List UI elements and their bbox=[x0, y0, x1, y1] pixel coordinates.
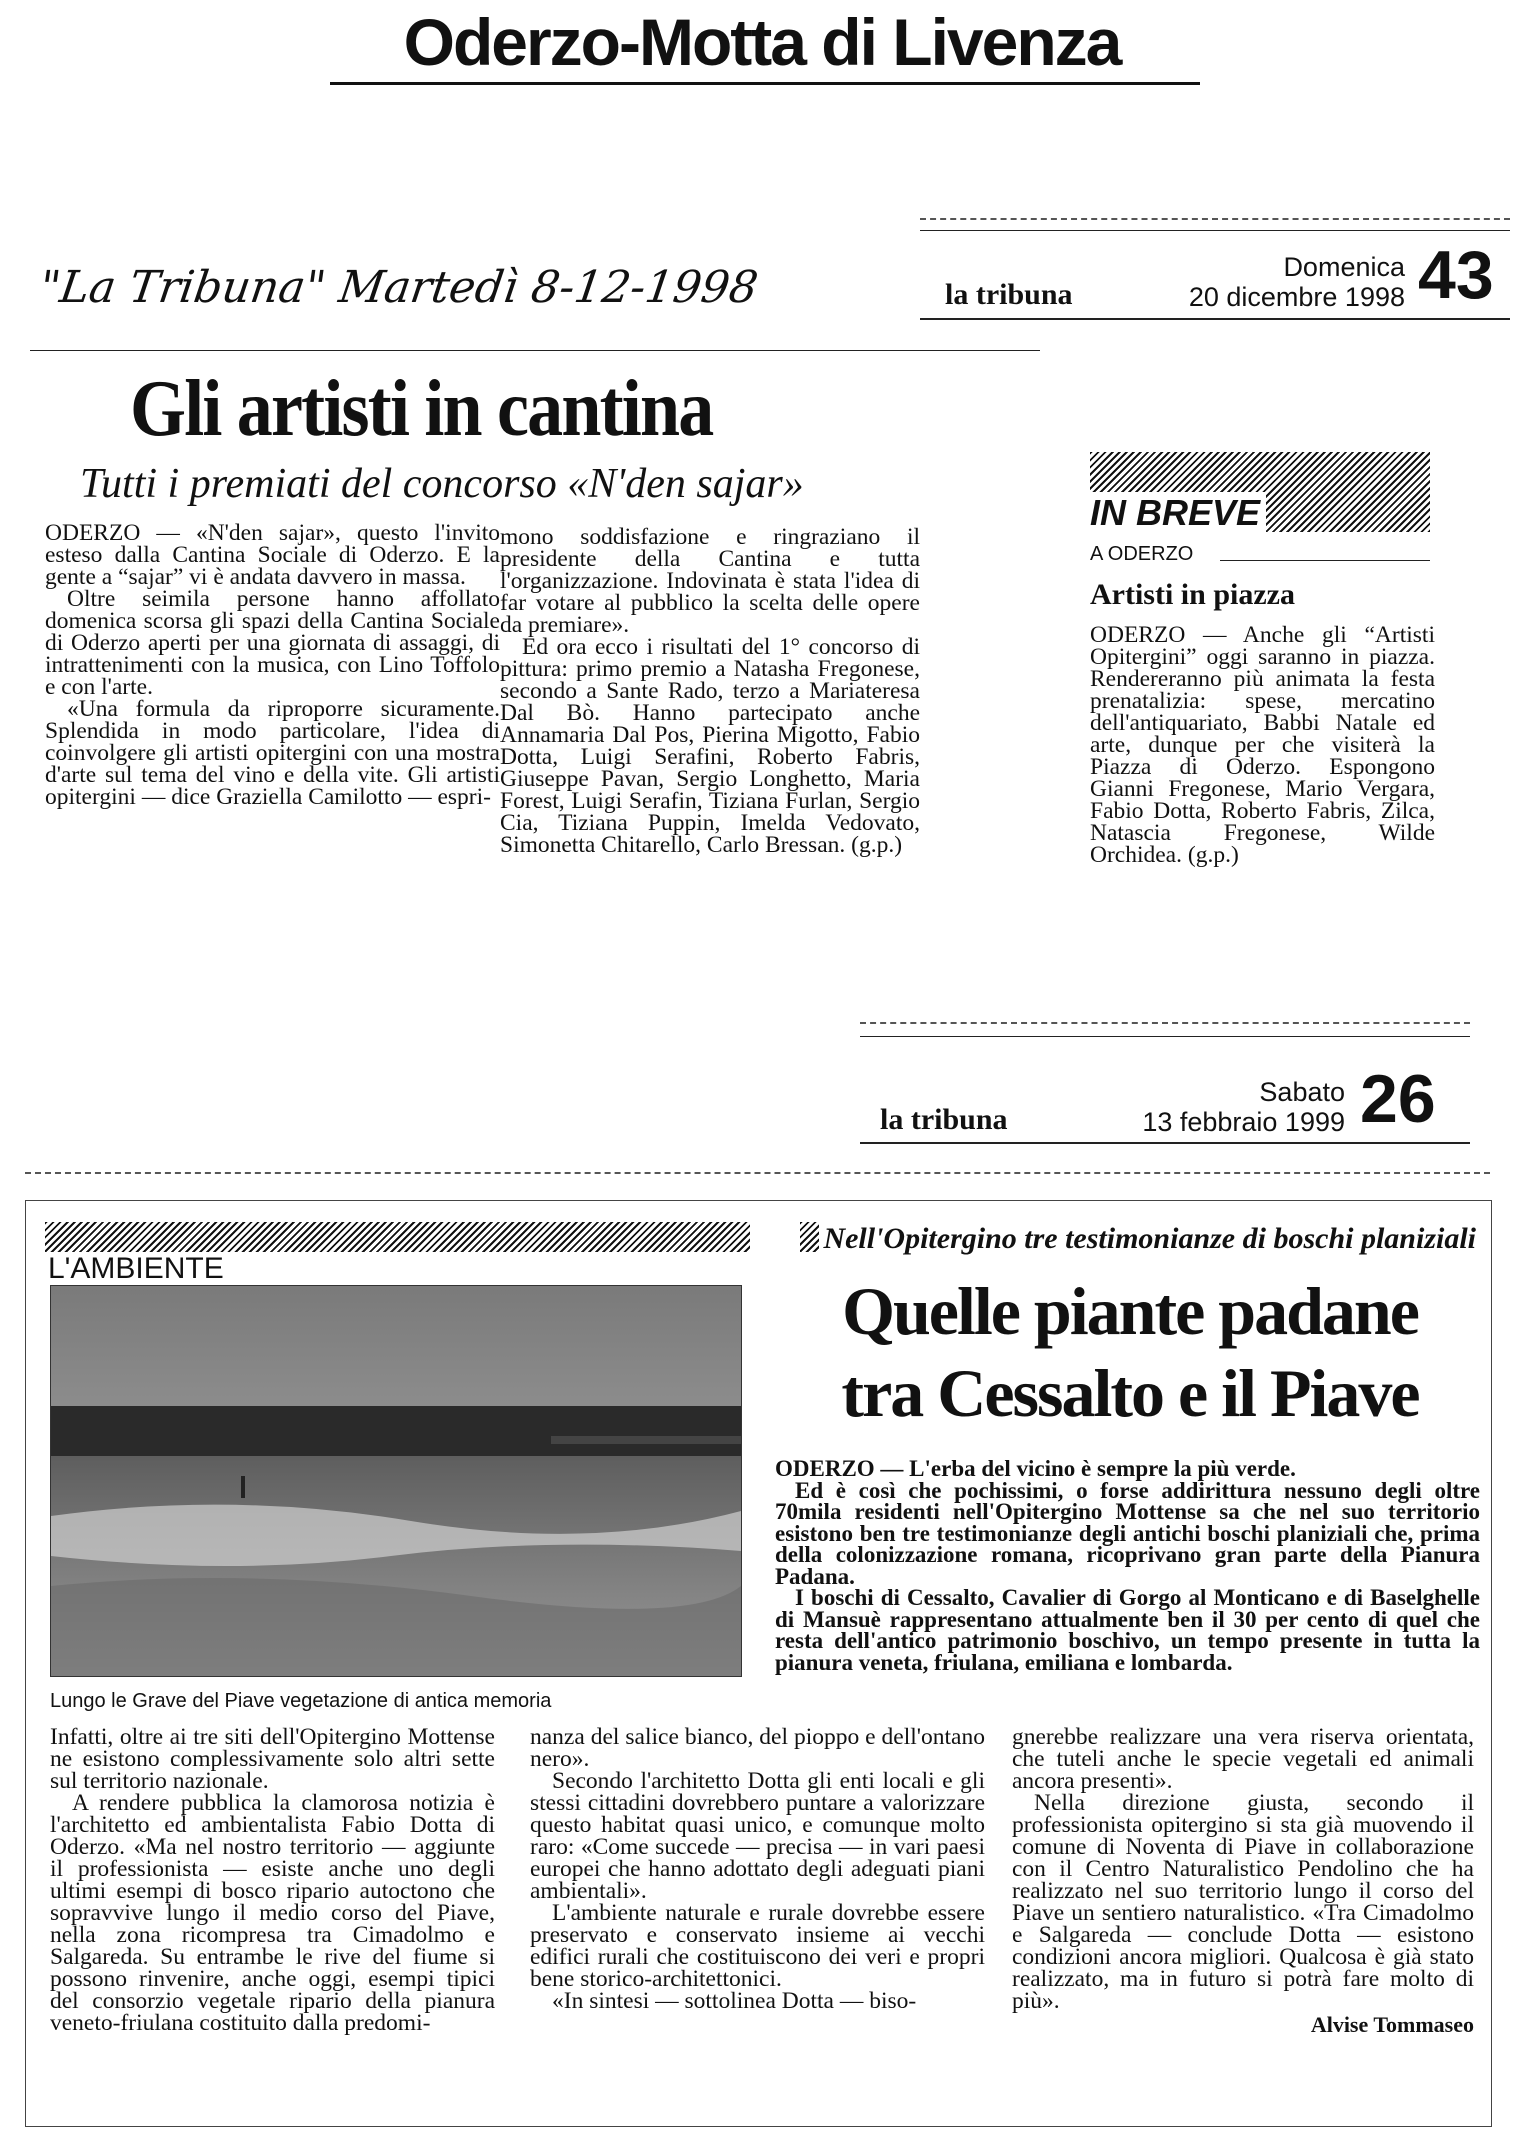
breve-location-rule bbox=[1220, 560, 1430, 561]
masthead2-dateline bbox=[1060, 1077, 1345, 1137]
article2-kicker-text: Nell'Opitergino tre testimonianze di boschi planiziali bbox=[819, 1222, 1480, 1255]
article1-paragraph: Oltre seimila persone hanno affollato domenica scorsa gli spazi della Cantina Sociale di Oderzo aperti per una giornata di assaggi, di intrattenimenti con la musica, con Lino Toffolo e con l'arte. bbox=[45, 586, 500, 700]
header-underline bbox=[330, 82, 1200, 85]
river-photo-image bbox=[51, 1286, 741, 1676]
masthead2-page-number: 26 bbox=[1360, 1061, 1436, 1137]
masthead-paper-name: la tribuna bbox=[945, 278, 1073, 311]
article1-headline: Gli artisti in cantina bbox=[130, 365, 713, 453]
handwritten-note: "La Tribuna" Martedì 8-12-1998 bbox=[36, 262, 761, 313]
masthead2-paper-name: la tribuna bbox=[880, 1103, 1008, 1136]
article1-paragraph: «Una formula da riproporre sicuramente. Splendida in modo particolare, l'idea di coinvolgere gli artisti opitergini con una mostra d'arte sul tema del vino e della vite. Gli artisti opitergini — dice Graziella Camilotto — espri- bbox=[45, 696, 500, 810]
article2-lead-paragraph: ODERZO — L'erba del vicino è sempre la più verde. bbox=[775, 1456, 1296, 1481]
masthead2-thin-rule bbox=[860, 1036, 1470, 1037]
article2-headline-line2: tra Cessalto e il Piave bbox=[841, 1355, 1419, 1431]
breve-location: A ODERZO bbox=[1090, 543, 1194, 565]
article2-column-1 bbox=[50, 1726, 495, 2034]
article2-paragraph: Nella direzione giusta, secondo il professionista opitergino si sta già muovendo il comune di Noventa di Piave in collaborazione con il Centro Naturalistico Pendolino che ha realizzato nel suo territorio lungo il corso del Piave un sentiero naturalistico. «Tra Cimadolmo e Salgareda — conclude Dotta — esistono condizioni ancora migliori. Qualcosa è già stato realizzato, ma in futuro si potrà fare molto di più». bbox=[1012, 1790, 1474, 2014]
masthead-dateline bbox=[1130, 252, 1405, 312]
breve-body bbox=[1090, 624, 1435, 866]
masthead2-date: 13 febbraio 1999 bbox=[1142, 1107, 1345, 1137]
article2-lead bbox=[775, 1458, 1480, 1673]
article1-subhead: Tutti i premiati del concorso «N'den sajar» bbox=[80, 461, 804, 507]
masthead2-day: Sabato bbox=[1259, 1077, 1345, 1107]
masthead2-bottom-rule bbox=[860, 1142, 1470, 1144]
article1-top-rule bbox=[30, 350, 1040, 351]
river-photo bbox=[50, 1285, 742, 1677]
article2-column-3 bbox=[1012, 1726, 1474, 2036]
page-header-title: Oderzo-Motta di Livenza bbox=[403, 5, 1121, 79]
article2-lead-paragraph: Ed è così che pochissimi, o forse addirittura nessuno degli oltre 70mila residenti nell'Opitergino Mottense sa che nel suo territorio esistono ben tre testimonianze degli antichi boschi planiziali che, prima della colonizzazione romana, ricoprivano gran parte della Pianura Padana. bbox=[775, 1477, 1480, 1589]
masthead-bottom-rule bbox=[920, 318, 1510, 320]
masthead-date: 20 dicembre 1998 bbox=[1188, 282, 1405, 312]
article2-headline-line1: Quelle piante padane bbox=[842, 1273, 1418, 1349]
article2-paragraph: Secondo l'architetto Dotta gli enti locali e gli stessi cittadini dovrebbero puntare a valorizzare questo habitat quasi unico, e comunque molto raro: «Come succede — precisa — in vari paesi europei che hanno adottato degli adeguati piani ambientali». bbox=[530, 1768, 985, 1904]
article2-lead-paragraph: I boschi di Cessalto, Cavalier di Gorgo al Monticano e di Baselghelle di Mansuè rappresentano attualmente ben il 30 per cento di quel che resta dell'antico patrimonio boschivo, un tempo presente in tutta la pianura veneta, friulana, emiliana e lombarda. bbox=[775, 1585, 1480, 1675]
breve-headline: Artisti in piazza bbox=[1090, 578, 1295, 611]
section-label-ambiente: L'AMBIENTE bbox=[48, 1252, 230, 1286]
article1-paragraph: ODERZO — «N'den sajar», questo l'invito esteso dalla Cantina Sociale di Oderzo. E la gente a “sajar” vi è andata davvero in massa. bbox=[45, 520, 500, 590]
article2-column-2 bbox=[530, 1726, 985, 2012]
article2-paragraph: A rendere pubblica la clamorosa notizia è l'architetto ed ambientalista Fabio Dotta di Oderzo. «Ma nel nostro territorio — aggiunte il professionista — esiste anche uno degli ultimi esempi di bosco ripario autoctono che sopravvive lungo il medio corso del Piave, nella zona ricompresa tra Cimadolmo e Salgareda. Su entrambe le rive del fiume si possono rinvenire, anche oggi, esempi tipici del consorzio vegetale ripario della pianura veneto-friulana costituito dalla predomi- bbox=[50, 1790, 495, 2036]
article2-kicker bbox=[800, 1222, 1480, 1256]
article2-paragraph: nanza del salice bianco, del pioppo e dell'ontano nero». bbox=[530, 1724, 985, 1772]
article1-column-2 bbox=[500, 526, 920, 856]
masthead-dash-rule bbox=[920, 218, 1510, 220]
article2-paragraph: «In sintesi — sottolinea Dotta — biso- bbox=[552, 1988, 917, 2014]
masthead-thin-rule bbox=[920, 230, 1510, 231]
breve-label: IN BREVE bbox=[1090, 492, 1266, 534]
article2-paragraph: gnerebbe realizzare una vera riserva orientata, che tuteli anche le specie vegetali ed animali ancora presenti». bbox=[1012, 1724, 1474, 1794]
photo-caption: Lungo le Grave del Piave vegetazione di antica memoria bbox=[50, 1690, 552, 1712]
ambiente-hatch-banner bbox=[45, 1222, 750, 1252]
article1-paragraph: mono soddisfazione e ringraziano il presidente della Cantina e tutta l'organizzazione. Indovinata è stata l'idea di far votare al pubblico la scelta delle opere da premiare». bbox=[500, 524, 920, 638]
article2-headline bbox=[780, 1270, 1480, 1434]
article2-byline: Alvise Tommaseo bbox=[1310, 2012, 1474, 2037]
article1-column-1 bbox=[45, 522, 500, 808]
masthead2-dash-rule bbox=[860, 1022, 1470, 1024]
masthead-page-number: 43 bbox=[1418, 237, 1494, 313]
article2-paragraph: L'ambiente naturale e rurale dovrebbe essere preservato e conservato insieme ai vecchi edifici rurali che costituiscono dei veri e propri bene storico-architettonici. bbox=[530, 1900, 985, 1992]
breve-paragraph: ODERZO — Anche gli “Artisti Opitergini” oggi saranno in piazza. Rendereranno più animata la festa prenatalizia: spese, mercatino dell'antiquariato, Babbi Natale ed arte, dunque per che visiterà la Piazza di Oderzo. Espongono Gianni Fregonese, Mario Vergara, Fabio Dotta, Roberto Fabris, Zilca, Natascia Fregonese, Wilde Orchidea. (g.p.) bbox=[1090, 622, 1435, 868]
masthead-day: Domenica bbox=[1283, 252, 1405, 282]
section-separator-rule bbox=[25, 1172, 1490, 1174]
article2-paragraph: Infatti, oltre ai tre siti dell'Opitergino Mottense ne esistono complessivamente solo altri sette sul territorio nazionale. bbox=[50, 1724, 495, 1794]
article1-paragraph: Ed ora ecco i risultati del 1° concorso di pittura: primo premio a Natasha Fregonese, secondo a Sante Rado, terzo a Mariateresa Dal Bò. Hanno partecipato anche Annamaria Dal Pos, Pierina Migotto, Fabio Dotta, Luigi Serafini, Roberto Fabris, Giuseppe Pavan, Sergio Longhetto, Maria Forest, Luigi Serafin, Tiziana Furlan, Sergio Cia, Tiziana Puppin, Imelda Vedovato, Simonetta Chitarello, Carlo Bressan. (g.p.) bbox=[500, 634, 920, 858]
